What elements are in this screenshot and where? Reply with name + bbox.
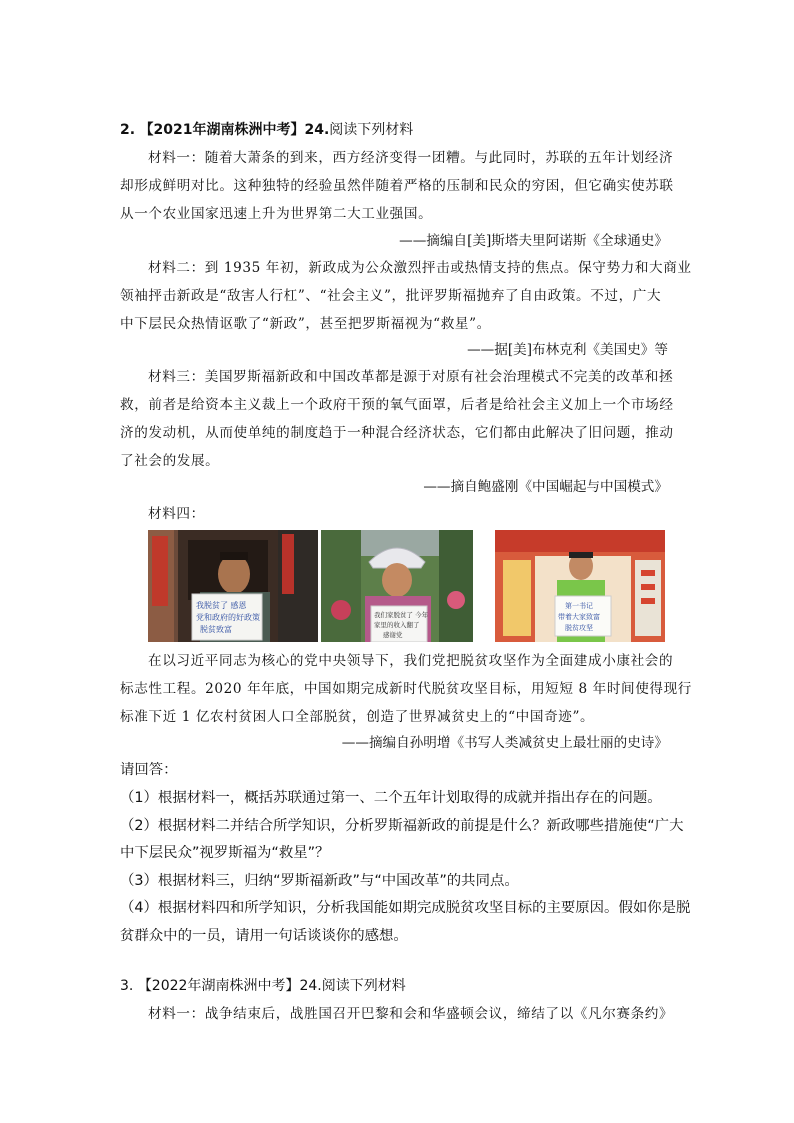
material-2-source: ——据[美]布林克利《美国史》等 <box>467 342 668 358</box>
material-1-line-3: 从一个农业国家迅速上升为世界第二大工业强国。 <box>120 206 433 222</box>
material-2-line-1: 材料二：到 1935 年初，新政成为公众激烈抨击或热情支持的焦点。保守势力和大商业 <box>148 260 692 276</box>
sub-question-2-line-2: 中下层民众”视罗斯福为“救星”？ <box>120 845 330 861</box>
question-3-number: 3. <box>120 978 134 994</box>
material-4-source: ——摘编自孙明增《书写人类减贫史上最壮丽的史诗》 <box>341 735 668 751</box>
photo-3-sign-line-3: 脱贫攻坚 <box>565 624 593 632</box>
material-2-line-2: 领袖抨击新政是“敌害人行杠”、“社会主义”，批评罗斯福抛弃了自由政策。不过，广大 <box>120 288 662 304</box>
material-3-line-1: 材料三：美国罗斯福新政和中国改革都是源于对原有社会治理模式不完美的改革和拯 <box>148 369 674 385</box>
material-4-line-1: 在以习近平同志为核心的党中央领导下，我们党把脱贫攻坚作为全面建成小康社会的 <box>148 653 674 669</box>
photo-2-sign-line-3: 感谢党 <box>383 631 403 639</box>
material-4-line-3: 标准下近 1 亿农村贫困人口全部脱贫，创造了世界减贫史上的“中国奇迹”。 <box>120 709 595 725</box>
photo-1-sign-line-3: 脱贫致富 <box>200 625 232 634</box>
photo-1-sign-line-2: 党和政府的好政策 <box>196 613 260 622</box>
photo-1-sign-line-1: 我脱贫了 感恩 <box>196 601 247 610</box>
question-2-number: 2. <box>120 122 136 138</box>
sub-question-1: （1）根据材料一，概括苏联通过第一、二个五年计划取得的成就并指出存在的问题。 <box>120 790 662 806</box>
photo-villager-woman <box>321 530 473 642</box>
material-4-line-2: 标志性工程。2020 年年底，中国如期完成新时代脱贫攻坚目标，用短短 8 年时间使得现行 <box>120 681 692 697</box>
material-3-line-4: 了社会的发展。 <box>120 453 220 469</box>
sub-question-3: （3）根据材料三，归纳“罗斯福新政”与“中国改革”的共同点。 <box>120 873 519 889</box>
sub-question-2-line-1: （2）根据材料二并结合所学知识，分析罗斯福新政的前提是什么？新政哪些措施使“广大 <box>120 818 684 834</box>
question-2-instruction: 阅读下列材料 <box>329 122 414 138</box>
photo-3-sign-line-2: 带着大家致富 <box>558 613 600 621</box>
photo-2-sign-line-2: 家里的收入翻了 <box>374 621 420 629</box>
question-3-tag: 【2022年湖南株洲中考】24. <box>137 978 322 994</box>
photo-village-official <box>495 530 665 642</box>
question-2-header <box>120 120 413 140</box>
material-4-label: 材料四： <box>148 506 205 522</box>
sub-question-4-line-2: 贫群众中的一员，请用一句话谈谈你的感想。 <box>120 928 408 944</box>
material-1-line-1: 材料一：随着大萧条的到来，西方经济变得一团糟。与此同时，苏联的五年计划经济 <box>148 150 674 166</box>
answer-prompt: 请回答： <box>120 762 178 778</box>
question-2-tag: 【2021年湖南株洲中考】24. <box>139 122 330 138</box>
material-3-source: ——摘自鲍盛刚《中国崛起与中国模式》 <box>423 479 668 495</box>
material-1-line-2: 却形成鲜明对比。这种独特的经验虽然伴随着严格的压制和民众的穷困，但它确实使苏联 <box>120 178 674 194</box>
sub-question-4-line-1: （4）根据材料四和所学知识，分析我国能如期完成脱贫攻坚目标的主要原因。假如你是脱 <box>120 900 691 916</box>
photo-3-sign-line-1: 第一书记 <box>565 602 593 610</box>
material-2-line-3: 中下层民众热情讴歌了“新政”，甚至把罗斯福视为“救星”。 <box>120 316 491 332</box>
question-3-material-1-line-1: 材料一：战争结束后，战胜国召开巴黎和会和华盛顿会议，缔结了以《凡尔赛条约》 <box>148 1006 674 1022</box>
material-3-line-2: 救，前者是给资本主义裁上一个政府干预的氧气面罩，后者是给社会主义加上一个市场经 <box>120 397 674 413</box>
question-3-instruction: 阅读下列材料 <box>321 978 406 994</box>
material-1-source: ——摘编自[美]斯塔夫里阿诺斯《全球通史》 <box>399 233 668 249</box>
photo-villager-man <box>148 530 318 642</box>
material-3-line-3: 济的发动机，从而使单纯的制度趋于一种混合经济状态，它们都由此解决了旧问题，推动 <box>120 425 674 441</box>
question-3-header <box>120 976 406 996</box>
photo-2-sign-line-1: 我们家脱贫了 今年 <box>374 611 429 619</box>
